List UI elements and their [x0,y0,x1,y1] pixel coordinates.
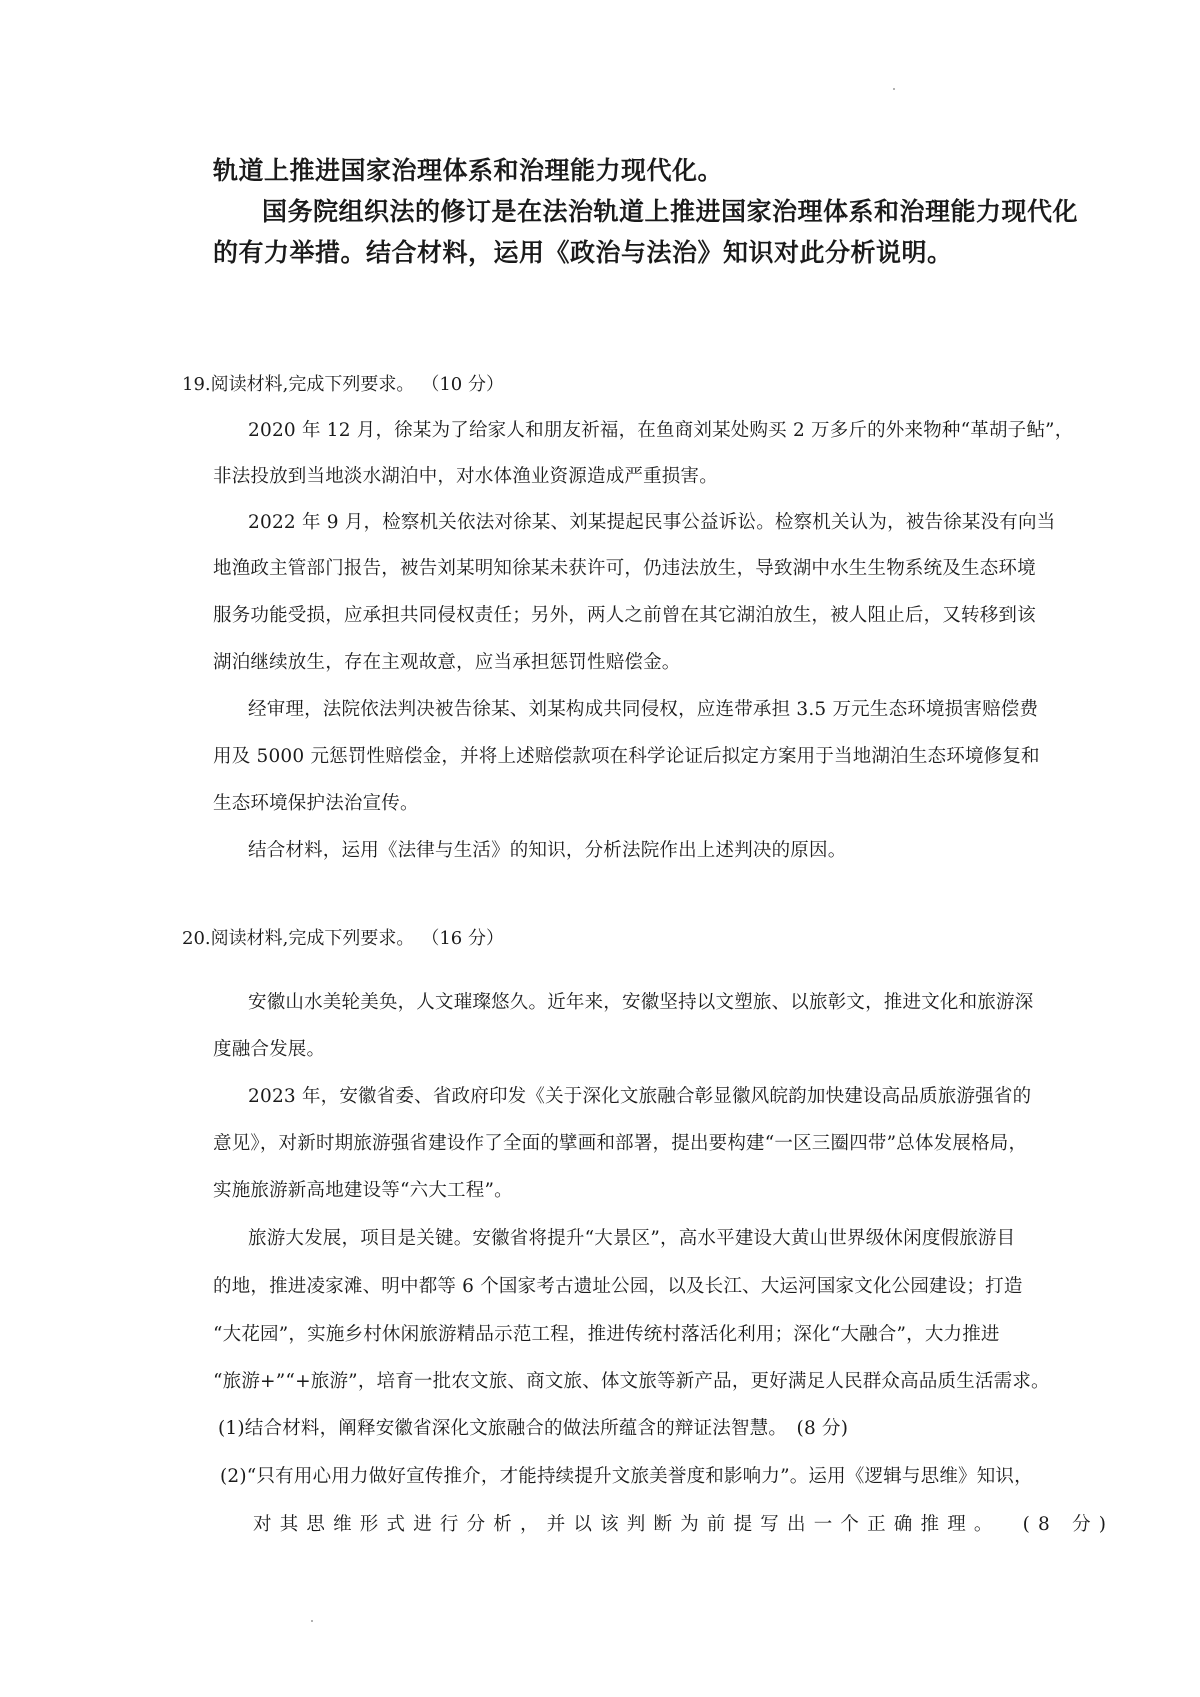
q20-line-5: 实施旅游新高地建设等“六大工程”。 [213,1180,513,1201]
q20-line-9: “旅游+”“+旅游”，培育一批农文旅、商文旅、体文旅等新产品，更好满足人民群众高品质生活需求。 [213,1371,1050,1392]
q20-line-1: 安徽山水美轮美奂，人文璀璨悠久。近年来，安徽坚持以文塑旅、以旅彰文，推进文化和旅游深 [248,992,1034,1013]
q19-score: （10 分） [430,374,504,395]
q20-line-8: “大花园”，实施乡村休闲旅游精品示范工程，推进传统村落活化利用；深化“大融合”，大力推进 [213,1324,1000,1345]
q19-line-5: 服务功能受损，应承担共同侵权责任；另外，两人之前曾在其它湖泊放生，被人阻止后，又转移到该 [213,605,1036,626]
q19-line-3: 2022 年 9 月，检察机关依法对徐某、刘某提起民事公益诉讼。检察机关认为，被告徐某没有向当 [248,512,1056,533]
q20-line-2: 度融合发展。 [213,1039,326,1060]
q20-sub2-line-2 [253,1516,1114,1535]
q19-line-8: 用及 5000 元惩罚性赔偿金，并将上述赔偿款项在科学论证后拟定方案用于当地湖泊生态环境修复和 [213,746,1040,767]
q20-heading-text: 20.阅读材料,完成下列要求。 [182,928,415,949]
q20-line-4: 意见》，对新时期旅游强省建设作了全面的擘画和部署，提出要构建“一区三圈四带”总体发展格局， [213,1133,1028,1154]
q20-sub1: (1)结合材料，阐释安徽省深化文旅融合的做法所蕴含的辩证法智慧。 (8 分) [218,1418,849,1439]
q19-line-10: 结合材料，运用《法律与生活》的知识，分析法院作出上述判决的原因。 [248,840,847,861]
q20-sub2-score: (8 分) [1022,1514,1115,1535]
q19-heading [182,376,504,394]
q19-line-4: 地渔政主管部门报告，被告刘某明知徐某未获许可，仍违法放生，导致湖中水生生物系统及生态环境 [213,558,1036,579]
q20-line-7: 的地，推进凌家滩、明中都等 6 个国家考古遗址公园，以及长江、大运河国家文化公园建设；打造 [213,1276,1023,1297]
q20-line-3: 2023 年，安徽省委、省政府印发《关于深化文旅融合彰显徽风皖韵加快建设高品质旅游强省的 [248,1086,1032,1107]
q19-line-6: 湖泊继续放生，存在主观故意，应当承担惩罚性赔偿金。 [213,652,681,673]
q19-line-7: 经审理，法院依法判决被告徐某、刘某构成共同侵权，应连带承担 3.5 万元生态环境损害赔偿费 [248,699,1039,720]
q20-sub2-line-1: (2)“只有用心用力做好宣传推介，才能持续提升文旅美誉度和影响力”。运用《逻辑与思维》知识， [220,1466,1033,1487]
q19-line-1: 2020 年 12 月，徐某为了给家人和朋友祈福，在鱼商刘某处购买 2 万多斤的外来物种“革胡子鲇”， [248,420,1074,441]
top-line-1: 轨道上推进国家治理体系和治理能力现代化。 [213,156,724,185]
q19-heading-text: 19.阅读材料,完成下列要求。 [182,374,415,395]
q20-line-6: 旅游大发展，项目是关键。安徽省将提升“大景区”，高水平建设大黄山世界级休闲度假旅游目 [248,1228,1016,1249]
scan-speck-bottom [311,1620,313,1622]
scan-speck-top [893,88,895,90]
q20-sub2-line-2-text: 对其思维形式进行分析，并以该判断为前提写出一个正确推理。 [253,1514,1001,1535]
q20-score: （16 分） [430,928,504,949]
q20-heading [182,930,504,948]
q19-line-9: 生态环境保护法治宣传。 [213,793,419,814]
top-line-2: 国务院组织法的修订是在法治轨道上推进国家治理体系和治理能力现代化 [262,197,1079,226]
q19-line-2: 非法投放到当地淡水湖泊中，对水体渔业资源造成严重损害。 [213,466,718,487]
top-line-3: 的有力举措。结合材料，运用《政治与法治》知识对此分析说明。 [213,238,953,267]
